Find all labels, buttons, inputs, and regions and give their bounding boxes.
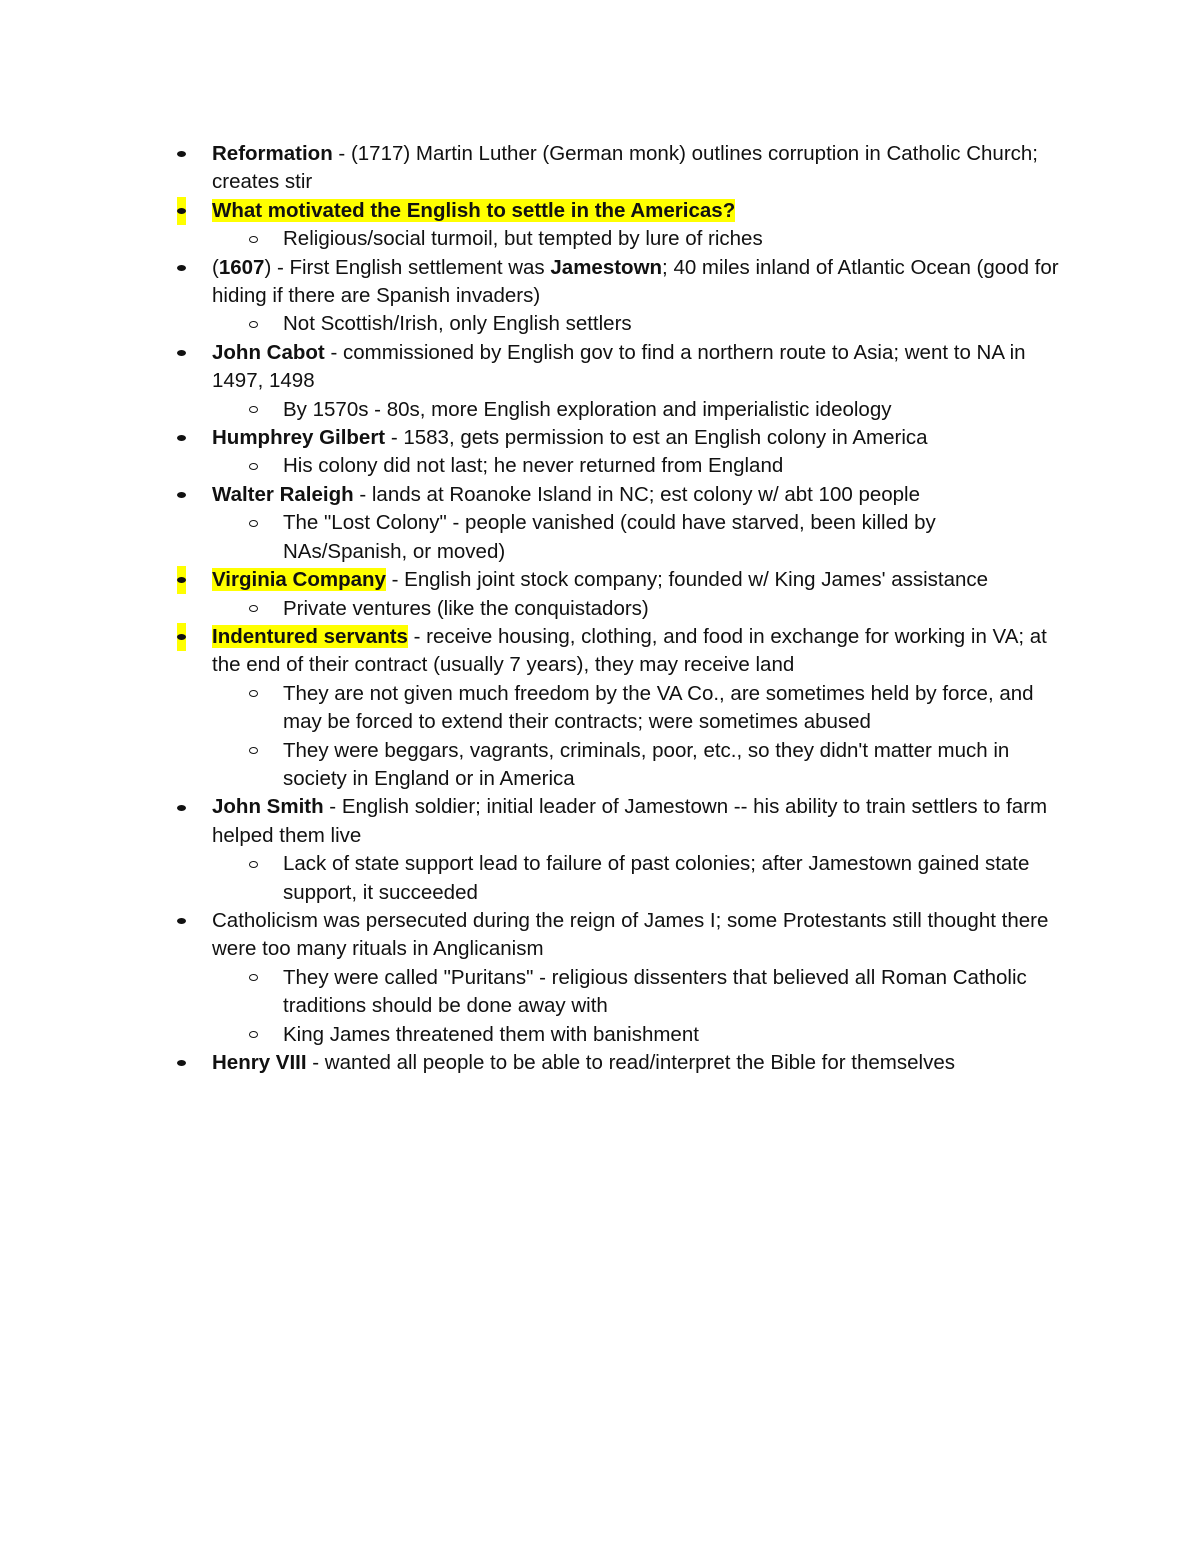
- bullet-dot-icon: [177, 634, 186, 640]
- bullet-circle-icon: [249, 861, 258, 868]
- bullet-icon: [177, 1049, 186, 1077]
- bullet-dot-icon: [177, 918, 186, 924]
- bold-term: 1607: [218, 255, 265, 279]
- bullet-icon: [177, 793, 186, 821]
- note-text: (: [212, 255, 219, 279]
- bullet-dot-icon: [177, 435, 186, 441]
- bullet-icon: [177, 566, 186, 594]
- note-text: They were beggars, vagrants, criminals, poor, etc., so they didn't matter much in society in England or in America: [283, 738, 1010, 790]
- list-item: [0, 907, 1062, 964]
- list-item: [0, 339, 1062, 396]
- hollow-bullet-icon: [249, 964, 258, 992]
- note-text: - lands at Roanoke Island in NC; est colony w/ abt 100 people: [353, 482, 921, 506]
- sub-list-item: [0, 1021, 1063, 1049]
- bullet-circle-icon: [249, 236, 258, 243]
- sub-list-item: [0, 509, 1063, 566]
- sub-list-item: [0, 680, 1063, 737]
- sub-list-item: [0, 850, 1063, 907]
- note-text: Lack of state support lead to failure of past colonies; after Jamestown gained state support, it succeeded: [283, 852, 1030, 904]
- bullet-icon: [177, 424, 186, 452]
- bold-term: Virginia Company: [212, 568, 386, 592]
- note-text: They are not given much freedom by the VA Co., are sometimes held by force, and may be forced to extend their contracts; were sometimes abused: [283, 681, 1034, 734]
- hollow-bullet-icon: [249, 452, 258, 480]
- bullet-dot-icon: [177, 265, 186, 271]
- bullet-circle-icon: [249, 463, 258, 470]
- bullet-dot-icon: [177, 350, 186, 356]
- note-text: - English soldier; initial leader of Jamestown -- his ability to train settlers to farm helped them live: [212, 795, 1048, 847]
- hollow-bullet-icon: [249, 396, 258, 424]
- bold-term: Walter Raleigh: [212, 482, 354, 506]
- bullet-dot-icon: [177, 208, 186, 214]
- list-item: [0, 424, 1062, 452]
- sub-list-item: [0, 737, 1063, 794]
- note-text: King James threatened them with banishment: [283, 1022, 699, 1046]
- bullet-dot-icon: [177, 805, 186, 811]
- sub-list-item: [0, 452, 1063, 480]
- note-text: - (1717) Martin Luther (German monk) outlines corruption in Catholic Church; creates stir: [212, 142, 1039, 194]
- note-text: ; 40 miles inland of Atlantic Ocean (good for hiding if there are Spanish invaders): [212, 255, 1059, 308]
- sub-list-item: [0, 595, 1063, 623]
- bullet-circle-icon: [249, 690, 258, 697]
- bullet-circle-icon: [249, 321, 258, 328]
- list-item: [0, 254, 1062, 311]
- bold-term: Humphrey Gilbert: [212, 426, 386, 450]
- note-text: Catholicism was persecuted during the reign of James I; some Protestants still thought there were too many rituals in Anglicanism: [212, 908, 1049, 961]
- note-text: - receive housing, clothing, and food in exchange for working in VA; at the end of their contract (usually 7 years), they may receive land: [212, 624, 1047, 677]
- list-item: [0, 197, 1062, 225]
- list-item: [0, 481, 1062, 509]
- bullet-circle-icon: [249, 747, 258, 754]
- sub-list-item: [0, 964, 1063, 1021]
- list-item: [0, 1049, 1062, 1077]
- bullet-dot-icon: [177, 492, 186, 498]
- bold-term: Reformation: [212, 142, 333, 165]
- sub-list-item: [0, 310, 1063, 338]
- hollow-bullet-icon: [249, 225, 258, 253]
- bullet-icon: [177, 197, 186, 225]
- hollow-bullet-icon: [249, 850, 258, 878]
- bold-term: John Smith: [212, 795, 324, 819]
- list-item: [0, 566, 1062, 594]
- note-text: The "Lost Colony" - people vanished (could have starved, been killed by NAs/Spanish, or moved): [283, 511, 936, 563]
- bullet-icon: [177, 907, 186, 935]
- bullet-circle-icon: [249, 605, 258, 612]
- list-item: [0, 140, 1062, 197]
- note-text: - English joint stock company; founded w/ King James' assistance: [385, 568, 989, 592]
- note-text: By 1570s - 80s, more English exploration and imperialistic ideology: [283, 397, 892, 421]
- note-text: They were called "Puritans" - religious dissenters that believed all Roman Catholic traditions should be done away with: [283, 965, 1027, 1018]
- note-text: Private ventures (like the conquistadors): [283, 596, 649, 620]
- hollow-bullet-icon: [249, 1021, 258, 1049]
- bullet-circle-icon: [249, 1031, 258, 1038]
- sub-list-item: [0, 225, 1063, 253]
- bullet-circle-icon: [249, 974, 258, 981]
- bullet-circle-icon: [249, 406, 258, 413]
- hollow-bullet-icon: [249, 737, 258, 765]
- note-text: ) - First English settlement was: [264, 255, 551, 279]
- hollow-bullet-icon: [249, 680, 258, 708]
- note-text: Religious/social turmoil, but tempted by lure of riches: [283, 227, 763, 251]
- bullet-icon: [177, 339, 186, 367]
- note-text: His colony did not last; he never returned from England: [283, 454, 784, 478]
- bullet-circle-icon: [249, 520, 258, 527]
- note-text: - wanted all people to be able to read/interpret the Bible for themselves: [306, 1051, 955, 1074]
- bullet-icon: [177, 254, 186, 282]
- bullet-icon: [177, 481, 186, 509]
- list-item: [0, 793, 1062, 850]
- bold-term: Henry VIII: [212, 1051, 307, 1074]
- bullet-icon: [177, 140, 186, 168]
- note-text: Not Scottish/Irish, only English settlers: [283, 312, 632, 336]
- sub-list-item: [0, 396, 1063, 424]
- bold-term: Indentured servants: [212, 624, 408, 648]
- notes-list: [0, 140, 1200, 1077]
- bullet-dot-icon: [177, 1060, 186, 1066]
- note-text: - commissioned by English gov to find a northern route to Asia; went to NA in 1497, 1498: [212, 340, 1026, 393]
- bold-term: John Cabot: [212, 340, 325, 364]
- note-text: - 1583, gets permission to est an English colony in America: [385, 426, 928, 450]
- list-item: [0, 623, 1062, 680]
- bold-term: Jamestown: [550, 255, 663, 279]
- hollow-bullet-icon: [249, 595, 258, 623]
- bullet-icon: [177, 623, 186, 651]
- bold-term: What motivated the English to settle in the Americas?: [212, 198, 736, 222]
- bullet-dot-icon: [177, 151, 186, 157]
- hollow-bullet-icon: [249, 310, 258, 338]
- hollow-bullet-icon: [249, 509, 258, 537]
- bullet-dot-icon: [177, 577, 186, 583]
